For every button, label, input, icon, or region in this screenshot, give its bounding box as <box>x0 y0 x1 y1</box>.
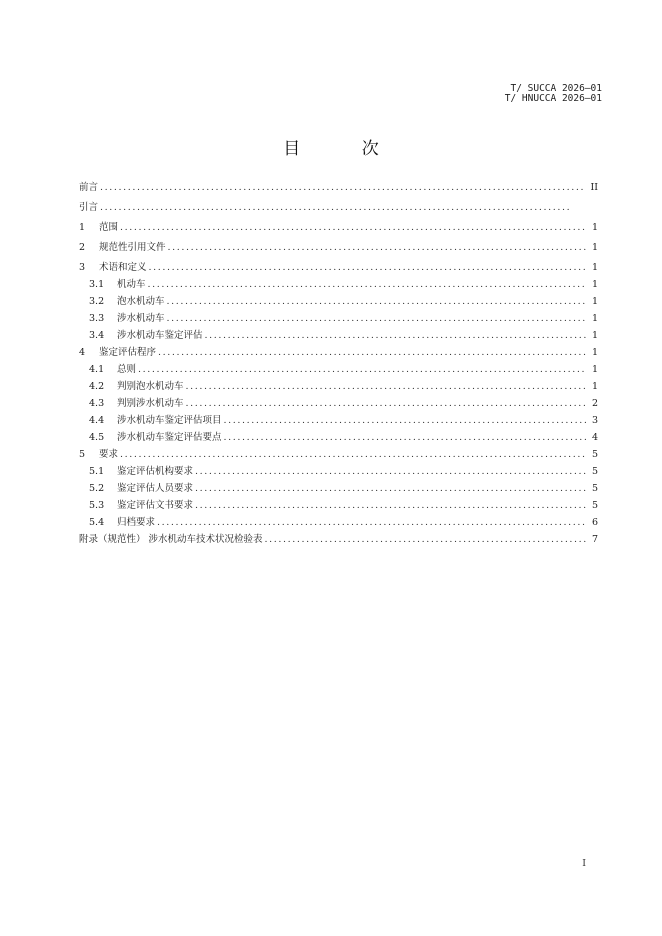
toc-entry-number: 3.1 <box>89 279 105 290</box>
toc-entry-page: 3 <box>591 415 598 426</box>
toc-entry-page: 5 <box>591 466 598 477</box>
toc-entry[interactable] <box>79 412 598 429</box>
toc-dot-leader <box>195 500 586 511</box>
toc-entry-page: 1 <box>591 279 598 290</box>
toc-entry-title: 术语和定义 <box>99 262 147 273</box>
toc-dot-leader <box>186 381 586 392</box>
toc-entry-title: 涉水机动车鉴定评估要点 <box>117 432 222 443</box>
toc-entry-number: 3 <box>79 262 86 273</box>
toc-entry-title: 范围 <box>99 222 119 233</box>
toc-entry-page: 1 <box>591 262 598 273</box>
toc-dot-leader <box>205 330 586 341</box>
toc-entry-page: 2 <box>591 398 598 409</box>
toc-entry-title: 鉴定评估机构要求 <box>117 466 194 477</box>
toc-entry[interactable] <box>79 239 598 259</box>
toc-dot-leader <box>100 202 570 213</box>
toc-entry-page: 6 <box>591 517 598 528</box>
toc-entry-title: 鉴定评估文书要求 <box>117 500 194 511</box>
standard-code-line-2: T/ HNUCCA 2026—01 <box>504 93 602 104</box>
toc-entry[interactable] <box>79 199 598 219</box>
toc-entry[interactable] <box>79 429 598 446</box>
toc-title: 目 次 <box>283 139 407 159</box>
toc-entry[interactable] <box>79 179 598 199</box>
toc-entry[interactable] <box>79 293 598 310</box>
toc-entry-page: 1 <box>591 296 598 307</box>
toc-entry-title: 引言 <box>79 202 99 213</box>
toc-entry-number: 4.1 <box>89 364 105 375</box>
toc-entry-number: 5.3 <box>89 500 105 511</box>
toc-entry-title: 总则 <box>117 364 137 375</box>
toc-entry-title: 鉴定评估人员要求 <box>117 483 194 494</box>
toc-entry-title: 涉水机动车鉴定评估项目 <box>117 415 222 426</box>
toc-dot-leader <box>186 398 586 409</box>
toc-entry-title: 附录（规范性） 涉水机动车技术状况检验表 <box>79 534 263 545</box>
toc-entry-page: 1 <box>591 313 598 324</box>
toc-entry-title: 泡水机动车 <box>117 296 165 307</box>
toc-entry-page: 1 <box>591 242 598 253</box>
toc-entry-number: 5.4 <box>89 517 105 528</box>
toc-entry[interactable] <box>79 480 598 497</box>
toc-entry[interactable] <box>79 497 598 514</box>
toc-entry-number: 2 <box>79 242 86 253</box>
toc-entry-page: 5 <box>591 483 598 494</box>
toc-entry-number: 4.4 <box>89 415 105 426</box>
toc-dot-leader <box>224 415 586 426</box>
table-of-contents <box>79 179 598 551</box>
toc-dot-leader <box>167 313 586 324</box>
toc-dot-leader <box>224 432 586 443</box>
toc-dot-leader <box>148 279 586 290</box>
toc-entry-page: 1 <box>591 330 598 341</box>
toc-entry-title: 涉水机动车 <box>117 313 165 324</box>
toc-entry[interactable] <box>79 378 598 395</box>
toc-entry-title: 判别泡水机动车 <box>117 381 184 392</box>
toc-entry-number: 3.4 <box>89 330 105 341</box>
toc-entry-number: 5.1 <box>89 466 105 477</box>
toc-dot-leader <box>149 262 586 273</box>
toc-dot-leader <box>195 483 586 494</box>
toc-entry-number: 4.2 <box>89 381 105 392</box>
toc-entry-title: 机动车 <box>117 279 146 290</box>
toc-entry-page: II <box>590 182 598 193</box>
toc-entry-number: 3.3 <box>89 313 105 324</box>
toc-dot-leader <box>167 296 586 307</box>
toc-entry-number: 1 <box>79 222 86 233</box>
toc-entry-page: 4 <box>591 432 598 443</box>
toc-entry[interactable] <box>79 463 598 480</box>
toc-dot-leader <box>120 449 586 460</box>
toc-entry-title: 判别涉水机动车 <box>117 398 184 409</box>
toc-entry-number: 3.2 <box>89 296 105 307</box>
toc-dot-leader <box>265 534 586 545</box>
toc-entry-number: 4.5 <box>89 432 105 443</box>
toc-entry-title: 涉水机动车鉴定评估 <box>117 330 203 341</box>
toc-entry-page: 1 <box>591 364 598 375</box>
toc-entry[interactable] <box>79 395 598 412</box>
toc-entry-number: 5.2 <box>89 483 105 494</box>
toc-entry[interactable] <box>79 531 598 551</box>
toc-entry-title: 鉴定评估程序 <box>99 347 157 358</box>
toc-dot-leader <box>120 222 586 233</box>
toc-entry-page: 5 <box>591 449 598 460</box>
toc-entry-number: 4 <box>79 347 86 358</box>
toc-dot-leader <box>100 182 586 193</box>
toc-entry[interactable] <box>79 310 598 327</box>
toc-entry-title: 要求 <box>99 449 119 460</box>
toc-entry-number: 5 <box>79 449 86 460</box>
toc-entry-title: 前言 <box>79 182 99 193</box>
toc-entry-number: 4.3 <box>89 398 105 409</box>
page-number: I <box>582 858 586 869</box>
toc-dot-leader <box>195 466 586 477</box>
toc-entry-page: 7 <box>591 534 598 545</box>
toc-dot-leader <box>138 364 586 375</box>
toc-entry-title: 归档要求 <box>117 517 156 528</box>
toc-entry[interactable] <box>79 219 598 239</box>
toc-dot-leader <box>157 517 586 528</box>
toc-entry-page: 5 <box>591 500 598 511</box>
toc-entry-page: 1 <box>591 222 598 233</box>
standard-code-line-1: T/ SUCCA 2026—01 <box>510 83 602 94</box>
toc-entry[interactable] <box>79 514 598 531</box>
toc-entry-title: 规范性引用文件 <box>99 242 166 253</box>
toc-dot-leader <box>158 347 586 358</box>
toc-entry-page: 1 <box>591 381 598 392</box>
toc-entry-page: 1 <box>591 347 598 358</box>
toc-entry[interactable] <box>79 276 598 293</box>
toc-entry[interactable] <box>79 327 598 344</box>
toc-dot-leader <box>168 242 586 253</box>
toc-entry[interactable] <box>79 361 598 378</box>
